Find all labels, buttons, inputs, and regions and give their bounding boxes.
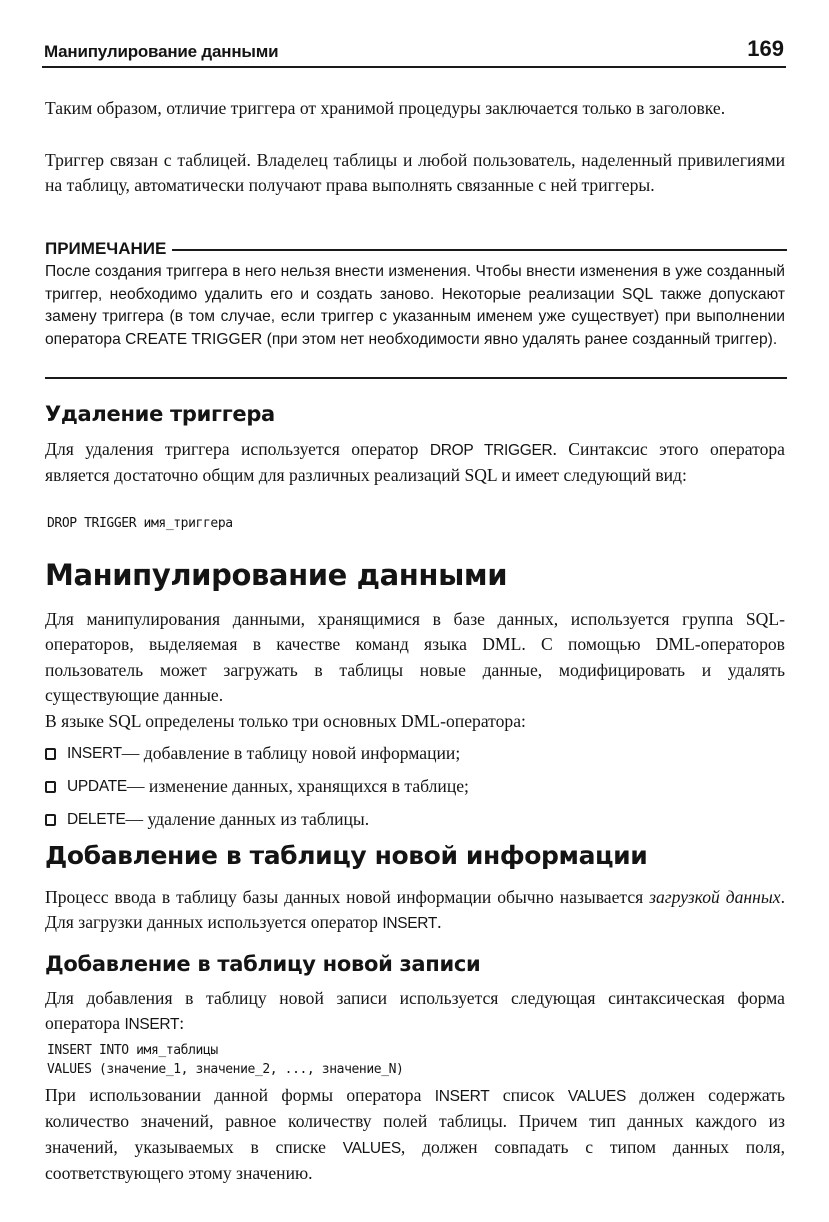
paragraph-dml-three: В языке SQL определены только три основных DML-оператора: xyxy=(45,711,526,731)
running-title: Манипулирование данными xyxy=(44,42,279,61)
list-item xyxy=(45,737,785,770)
page-number: 169 xyxy=(747,36,784,61)
paragraph-drop-trigger xyxy=(45,437,785,489)
note-text: После создания триггера в него нельзя внести изменения. Чтобы внести изменения в уже созданный триггер, необходимо удалить его и создать заново. Некоторые реализации SQL также допускают замену триггера (в том случае, если триггер с указанным именем уже существует) при выполнении оператора CREATE TRIGGER (при этом нет необходимости явно удалять ранее созданный триггер). xyxy=(45,263,785,348)
values-keyword: VALUES xyxy=(342,1139,401,1157)
term-data-loading: загрузкой данных xyxy=(649,887,781,907)
dml-operator-list xyxy=(45,737,785,836)
heading-data-manipulation: Манипулирование данными xyxy=(45,558,508,592)
values-keyword: VALUES xyxy=(567,1088,627,1105)
paragraph-dml-intro: Для манипулирования данными, хранящимися в базе данных, используется группа SQL-операторов, выделяемая в качестве команд языка DML. С помощью DML-операторов пользователь может загружать в таблицы новые данные, модифицировать и удалять существующие данные. xyxy=(45,609,785,706)
values-text-c: должен содержать количество значений, равное количеству полей таблицы. Причем тип данных каждого из значений, указываемых в списке xyxy=(45,1085,785,1157)
paragraph-add-record xyxy=(45,986,785,1038)
operator-description: — добавление в таблицу новой информации; xyxy=(121,743,461,763)
operator-description: — удаление данных из таблицы. xyxy=(125,809,370,829)
operator-keyword: INSERT xyxy=(67,744,122,762)
drop-text-before: Для удаления триггера используется оператор xyxy=(45,439,430,459)
operator-keyword: DELETE xyxy=(67,810,126,828)
list-item xyxy=(45,803,785,836)
note-bottom-rule xyxy=(45,377,787,379)
checkbox-bullet-icon xyxy=(45,814,56,826)
drop-keyword: DROP TRIGGER xyxy=(429,442,553,459)
add-record-text-before: Для добавления в таблицу новой записи используется следующая синтаксическая форма оператора xyxy=(45,988,785,1034)
paragraph-insert-values xyxy=(45,1083,785,1187)
code-insert-line-1: INSERT INTO имя_таблицы xyxy=(47,1043,218,1058)
checkbox-bullet-icon xyxy=(45,781,56,793)
running-header xyxy=(42,36,786,68)
note-top-rule xyxy=(172,249,787,251)
insert-keyword: INSERT xyxy=(124,1016,180,1034)
add-record-text-after: : xyxy=(179,1013,185,1034)
add-info-text-middle: . Для загрузки данных используется оператор xyxy=(45,887,785,933)
operator-description: — изменение данных, хранящихся в таблице; xyxy=(126,776,469,796)
values-text-b: список xyxy=(489,1085,568,1105)
heading-add-record: Добавление в таблицу новой записи xyxy=(45,952,481,976)
code-drop-trigger: DROP TRIGGER имя_триггера xyxy=(47,516,233,531)
note-label: ПРИМЕЧАНИЕ xyxy=(45,239,167,258)
paragraph-trigger-difference: Таким образом, отличие триггера от хранимой процедуры заключается только в заголовке. xyxy=(45,98,726,118)
operator-keyword: UPDATE xyxy=(67,777,127,795)
insert-keyword: INSERT xyxy=(382,915,438,933)
values-text-d: , должен совпадать с типом данных поля, соответствующего этому значению. xyxy=(45,1136,785,1184)
code-insert-line-2: VALUES (значение_1, значение_2, ..., значение_N) xyxy=(47,1062,404,1077)
checkbox-bullet-icon xyxy=(45,748,56,760)
add-info-text-after: . xyxy=(437,912,442,933)
insert-keyword: INSERT xyxy=(434,1088,490,1105)
add-info-text-before: Процесс ввода в таблицу базы данных новой информации обычно называется xyxy=(45,887,650,907)
heading-drop-trigger: Удаление триггера xyxy=(45,402,275,426)
drop-text-after: . Синтаксис этого оператора является достаточно общим для различных реализаций SQL и имеет следующий вид: xyxy=(45,439,785,486)
paragraph-trigger-owner: Триггер связан с таблицей. Владелец таблицы и любой пользователь, наделенный привилегиями на таблицу, автоматически получают права выполнять связанные с ней триггеры. xyxy=(45,150,785,196)
paragraph-add-information xyxy=(45,885,785,937)
list-item xyxy=(45,770,785,803)
heading-add-information: Добавление в таблицу новой информации xyxy=(45,841,648,870)
note-header xyxy=(45,238,787,260)
values-text-a: При использовании данной формы оператора xyxy=(45,1085,435,1105)
